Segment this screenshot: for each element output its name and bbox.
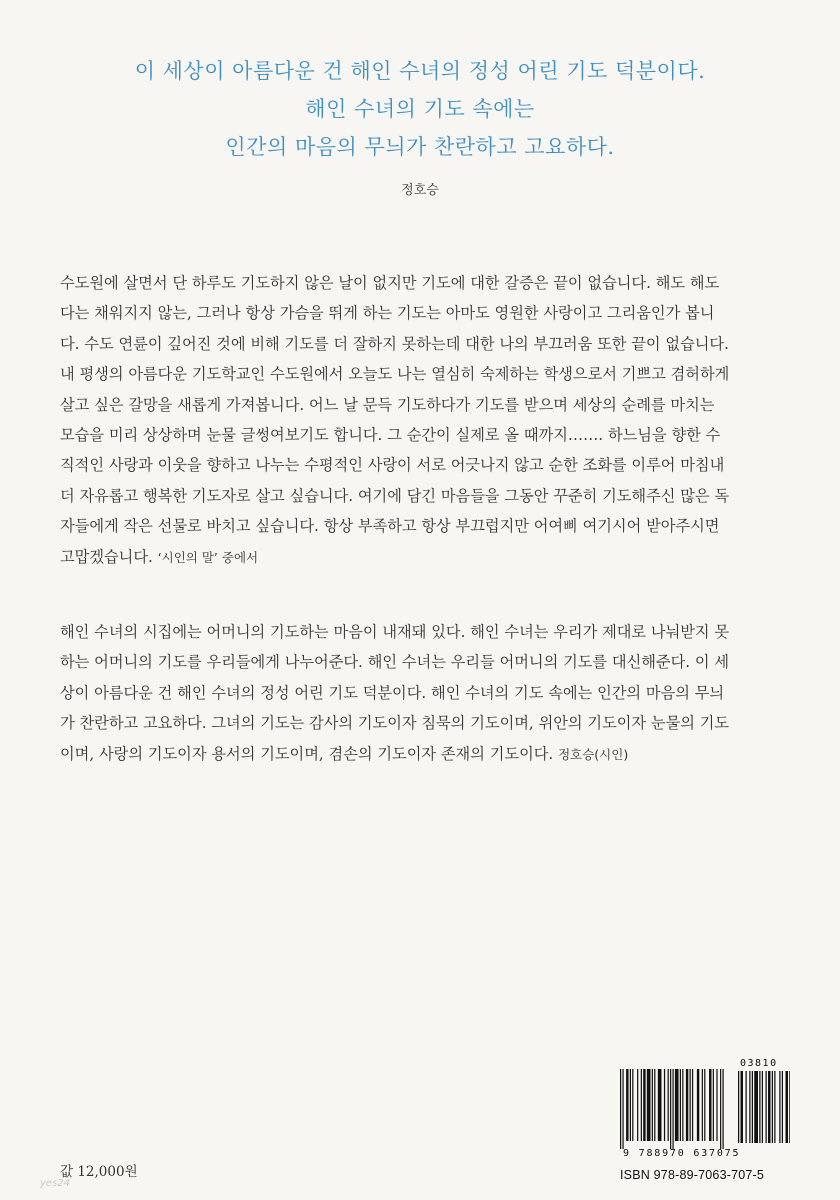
quote-line: 이 세상이 아름다운 건 해인 수녀의 정성 어린 기도 덕분이다. xyxy=(134,59,706,83)
isbn-label: ISBN 978-89-7063-707-5 xyxy=(620,1168,765,1182)
barcode-bar xyxy=(709,1069,711,1141)
text-line: 직적인 사랑과 이웃을 향하고 나누는 수평적인 사랑이 서로 어긋나지 않고 순한 조화를 이루어 마침내 xyxy=(60,456,725,475)
source-citation: ‘시인의 말’ 중에서 xyxy=(157,549,259,565)
text-line: 가 찬란하고 고요하다. 그녀의 기도는 감사의 기도이자 침묵의 기도이며, 위안의 기도이자 눈물의 기도 xyxy=(60,714,730,733)
ean-barcode-bars xyxy=(620,1069,736,1149)
quote-line: 인간의 마음의 무늬가 찬란하고 고요하다. xyxy=(225,135,615,159)
barcode-bar xyxy=(720,1069,721,1149)
barcode-bar xyxy=(749,1071,750,1143)
price-label: 값 12,000원 xyxy=(60,1164,138,1180)
text-line: 수도원에 살면서 단 하루도 기도하지 않은 날이 없지만 기도에 대한 갈증은 끝이 없습니다. 해도 해도 xyxy=(60,274,720,292)
text-line-last xyxy=(60,739,775,770)
barcode-bar xyxy=(713,1069,714,1141)
barcode-bar xyxy=(626,1069,628,1141)
text-line: 더 자유롭고 행복한 기도자로 살고 싶습니다. 여기에 담긴 마음들을 그동안 꾸준히 기도해주신 많은 독 xyxy=(60,486,730,505)
barcode-bar xyxy=(692,1069,693,1141)
barcode-bar xyxy=(702,1069,703,1141)
barcode-bar xyxy=(690,1069,691,1141)
text-line: 자들에게 작은 선물로 바치고 싶습니다. 항상 부족하고 항상 부끄럽지만 어여삐 여기시어 받아주시면 xyxy=(60,517,720,536)
barcode-bar xyxy=(654,1069,655,1141)
text-line-last xyxy=(60,542,775,573)
barcode-bar xyxy=(641,1069,642,1141)
barcode-bar xyxy=(632,1069,633,1141)
watermark-logo: yes24 xyxy=(40,1178,71,1189)
quote-line: 해인 수녀의 기도 속에는 xyxy=(305,97,535,121)
barcode-bar xyxy=(772,1071,773,1143)
barcode-bar xyxy=(647,1069,651,1141)
barcode-bar xyxy=(762,1071,763,1143)
barcode-bar xyxy=(754,1071,758,1143)
barcode-bar xyxy=(643,1069,645,1141)
barcode-bar xyxy=(670,1069,671,1149)
barcode-bar xyxy=(716,1069,717,1141)
barcode-bar xyxy=(675,1069,679,1141)
barcode-bar xyxy=(768,1071,771,1143)
quote-author: 정호승 xyxy=(401,183,439,198)
text-line: 살고 싶은 갈망을 새롭게 가져봅니다. 어느 날 문득 기도하다가 기도를 받으며 세상의 순례를 마치는 xyxy=(60,395,715,414)
barcode-bar xyxy=(672,1069,673,1149)
barcode-bar xyxy=(759,1071,760,1143)
text-line: 하는 어머니의 기도를 우리들에게 나누어준다. 해인 수녀는 우리들 어머니의 기도를 대신해준다. 이 세 xyxy=(60,653,730,672)
barcode-bar xyxy=(779,1071,780,1143)
ean-number: 9 788970 637075 xyxy=(623,1148,741,1159)
text-line: 다. 수도 연륜이 깊어진 것에 비해 기도를 더 잘하지 못하는데 대한 나의 부끄러움 또한 끝이 없습니다. xyxy=(60,334,729,353)
barcode-bar xyxy=(680,1069,681,1141)
barcode-bar xyxy=(664,1069,665,1141)
barcode-bar xyxy=(697,1069,699,1141)
review-paragraph xyxy=(60,617,775,770)
text-line: 이며, 사랑의 기도이자 용서의 기도이며, 겸손의 기도이자 존재의 기도이다. xyxy=(60,744,554,763)
text-line: 해인 수녀의 시집에는 어머니의 기도하는 마음이 내재돼 있다. 해인 수녀는 우리가 제대로 나눠받지 못 xyxy=(60,623,730,641)
barcode-bar xyxy=(782,1071,783,1143)
author-note-paragraph xyxy=(60,268,775,573)
barcode-bar xyxy=(766,1071,767,1143)
text-line: 모습을 미리 상상하며 눈물 글썽여보기도 합니다. 그 순간이 실제로 올 때까지……. 하느님을 향한 수 xyxy=(60,426,721,445)
barcode-bar xyxy=(682,1069,683,1141)
barcode-bar xyxy=(741,1071,744,1143)
blurb-quote xyxy=(0,52,840,200)
barcode-bar xyxy=(637,1069,638,1141)
barcode-bar xyxy=(622,1069,623,1149)
barcode-bar xyxy=(738,1071,739,1143)
text-line: 고맙겠습니다. xyxy=(60,547,153,566)
reviewer-citation: 정호승(시인) xyxy=(558,746,629,762)
barcode-bar xyxy=(786,1071,789,1143)
barcode-bar xyxy=(668,1069,669,1141)
barcode-bar xyxy=(652,1069,653,1141)
barcode-bar xyxy=(704,1069,705,1141)
barcode-bar xyxy=(630,1069,631,1141)
text-line: 내 평생의 아름다운 기도학교인 수도원에서 오늘도 나는 열심히 숙제하는 학생으로서 기쁘고 겸허하게 xyxy=(60,365,730,384)
barcode-bar xyxy=(789,1071,790,1143)
barcode-bar xyxy=(752,1071,753,1143)
barcode-bar xyxy=(746,1071,747,1143)
barcode-bar xyxy=(722,1069,723,1149)
addon-barcode-bars xyxy=(738,1071,790,1143)
text-line: 상이 아름다운 건 해인 수녀의 정성 어린 기도 덕분이다. 해인 수녀의 기도 속에는 인간의 마음의 무늬 xyxy=(60,683,725,702)
barcode-bar xyxy=(658,1069,662,1141)
barcode-bar xyxy=(774,1071,775,1143)
text-line: 다는 채워지지 않는, 그러나 항상 가슴을 뛰게 하는 기도는 아마도 영원한 사랑이고 그리움인가 봅니 xyxy=(60,304,715,323)
barcode-addon-number: 03810 xyxy=(740,1058,778,1069)
barcode-bar xyxy=(686,1069,688,1141)
barcode-bar xyxy=(620,1069,621,1149)
